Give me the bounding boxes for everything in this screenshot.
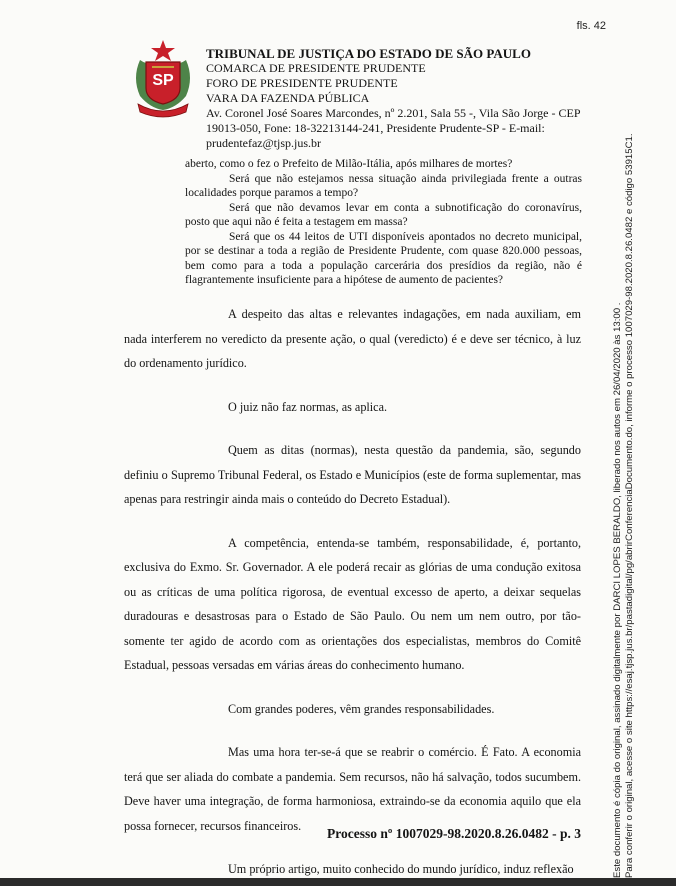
body-paragraph: A despeito das altas e relevantes indagações, em nada auxiliam, em nada interferem no veredicto da presente ação, o qual (veredicto) é e deve ser técnico, à luz do ordenamento jurídico. xyxy=(124,307,581,370)
quoted-excerpt xyxy=(185,157,582,288)
header-line: COMARCA DE PRESIDENTE PRUDENTE xyxy=(206,61,426,75)
process-footer: Processo nº 1007029-98.2020.8.26.0482 - p. 3 xyxy=(327,826,581,841)
body-paragraph: Mas uma hora ter-se-á que se reabrir o comércio. É Fato. A economia terá que ser aliada do combate a pandemia. Sem recursos, não há salvação, todos sucumbem. Deve haver uma integração, de forma harmoniosa, extraindo-se da economia aquilo que ela possa fornecer, recursos financeiros. xyxy=(124,745,581,833)
quote-paragraph: Será que os 44 leitos de UTI disponíveis apontados no decreto municipal, por se destinar a toda a região de Presidente Prudente, com quase 820.000 pessoas, bem como para a toda a população carcerária dos presídios da região, não é flagrantemente insuficiente para a hipótese de aumento de pacientes? xyxy=(185,230,582,286)
body-paragraph: Com grandes poderes, vêm grandes responsabilidades. xyxy=(228,701,495,716)
court-name: TRIBUNAL DE JUSTIÇA DO ESTADO DE SÃO PAULO xyxy=(206,46,531,61)
quote-paragraph: Será que não devamos levar em conta a subnotificação do coronavírus, posto que aqui não é feita a testagem em massa? xyxy=(185,201,582,228)
body-paragraph: Um próprio artigo, muito conhecido do mundo jurídico, induz reflexão xyxy=(228,862,574,876)
quote-paragraph: Será que não estejamos nessa situação ainda privilegiada frente a outras localidades porque paramos a tempo? xyxy=(185,172,582,199)
body-paragraph: Quem as ditas (normas), nesta questão da pandemia, são, segundo definiu o Supremo Tribunal Federal, os Estado e Municípios (este de forma suplementar, mas apenas para restringir ainda mais o conteúdo do Decreto Estadual). xyxy=(124,443,581,506)
quote-line: aberto, como o fez o Prefeito de Milão-Itália, após milhares de mortes? xyxy=(185,158,513,170)
sao-paulo-coat-of-arms-icon xyxy=(130,38,196,118)
court-address: Av. Coronel José Soares Marcondes, nº 2.201, Sala 55 -, Vila São Jorge - CEP 19013-050, Fone: 18-32213144-241, Presidente Prudente-SP - E-mail: prudentefaz@tjsp.jus.br xyxy=(206,106,581,150)
signature-line: Este documento é cópia do original, assinado digitalmente por DARCI LOPES BERALDO, liberado nos autos em 26/04/2020 às 13:00 . xyxy=(612,302,623,878)
digital-signature-note xyxy=(612,133,636,878)
verification-line: Para conferir o original, acesse o site https://esaj.tjsp.jus.br/pastadigital/pg/abrirConferenciaDocumento.do, informe o processo 1007029-98.2020.8.26.0482 e código 53915C1. xyxy=(624,133,635,878)
body-paragraph: A competência, entenda-se também, responsabilidade, é, portanto, exclusiva do Exmo. Sr. Governador. A ele poderá recair as glórias de uma condução exitosa ou as críticas de uma política rigorosa, de eventual excesso de aperto, a deixar sequelas duradouras e desastrosas para o Estado de São Paulo. Ou nem um nem outro, por tão-somente ter agido de acordo com as orientações dos especialistas, membros do Comitê Estadual, pessoas versadas em várias áreas do conhecimento humano. xyxy=(124,535,581,672)
page-number: fls. 42 xyxy=(576,20,606,32)
svg-text:SP: SP xyxy=(152,72,174,89)
header-line: FORO DE PRESIDENTE PRUDENTE xyxy=(206,76,398,90)
decision-body xyxy=(124,302,581,882)
header-line: VARA DA FAZENDA PÚBLICA xyxy=(206,91,370,105)
court-header xyxy=(206,46,596,151)
body-paragraph: O juiz não faz normas, as aplica. xyxy=(228,399,388,414)
